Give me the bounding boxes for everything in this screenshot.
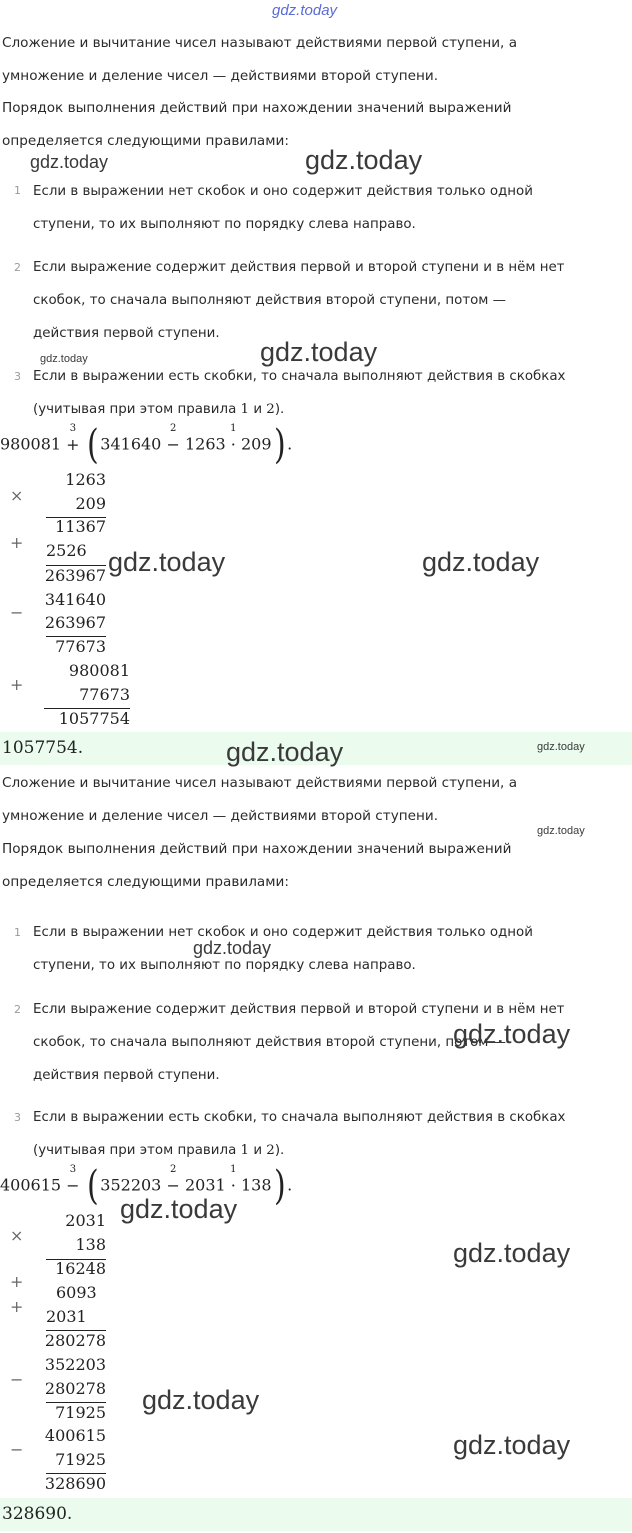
subtrahend: 71925 — [55, 1450, 106, 1469]
watermark-top: gdz.today — [272, 2, 338, 19]
rule-text-fragment: и — [249, 1143, 267, 1158]
operator-sign: − — [166, 1175, 180, 1195]
action-order: 1 — [230, 422, 237, 434]
operand: 980081 — [0, 434, 62, 454]
theory-paragraph-line: определяется следующими правилами: — [2, 133, 289, 149]
operator-sign: · — [230, 434, 236, 454]
right-paren: ) — [273, 422, 286, 468]
operand: 352203 — [100, 1175, 162, 1195]
left-paren: ( — [86, 1163, 99, 1209]
rule-ref-number: 1 — [240, 402, 250, 417]
rule-text-fragment: ). — [274, 402, 285, 417]
rule-text-line: Если в выражении нет скобок и оно содержит действия только одной — [33, 925, 533, 940]
rule-ref-number: 2 — [266, 1143, 275, 1158]
operand: 138 — [240, 1175, 272, 1195]
partial-product: 11367 — [55, 517, 106, 536]
rule-number: 2 — [14, 1003, 21, 1016]
rule-text-line: Если выражение содержит действия первой и второй ступени и в нём нет — [33, 260, 565, 275]
watermark: gdz.today — [108, 547, 226, 577]
operator — [66, 1163, 80, 1195]
subtrahend: 263967 — [44, 613, 106, 632]
theory-paragraph-line: определяется следующими правилами: — [2, 874, 289, 890]
rule-text-line: действия первой ступени. — [33, 326, 220, 341]
sum: 1057754 — [58, 709, 130, 728]
operator — [230, 1163, 237, 1195]
difference: 328690 — [44, 1474, 106, 1493]
watermark: gdz.today — [120, 1194, 238, 1224]
plus-sign: + — [10, 533, 24, 552]
right-paren: ) — [273, 1163, 286, 1209]
operator — [166, 422, 180, 454]
rule-ref-number: 2 — [266, 402, 275, 417]
operator — [230, 422, 237, 454]
operand: 2031 — [184, 1175, 226, 1195]
multiply-sign: × — [10, 486, 24, 505]
partial-product: 6093 — [56, 1283, 97, 1302]
watermark: gdz.today — [537, 741, 585, 753]
factor: 138 — [75, 1235, 106, 1254]
rule-text-line: скобок, то сначала выполняют действия второй ступени, потом — — [33, 1035, 507, 1050]
watermark: gdz.today — [193, 938, 272, 958]
rule-text-line: скобок, то сначала выполняют действия второй ступени, потом — — [33, 293, 507, 308]
watermark: gdz.today — [453, 1019, 571, 1049]
theory-paragraph-line: Порядок выполнения действий при нахождении значений выражений — [2, 841, 512, 857]
theory-paragraph-line: Сложение и вычитание чисел называют действиями первой ступени, а — [2, 35, 518, 51]
operator-sign: − — [66, 1175, 80, 1195]
expression-end: . — [287, 434, 293, 454]
product: 280278 — [44, 1331, 106, 1350]
partial-product: 16248 — [55, 1259, 106, 1278]
theory-paragraph-line: умножение и деление чисел — действиями второй ступени. — [2, 808, 439, 824]
rule-text-line: ступени, то их выполняют по порядку слева направо. — [33, 958, 416, 973]
operator — [66, 422, 80, 454]
rule-ref-number: 1 — [240, 1143, 250, 1158]
rule-number: 1 — [14, 926, 21, 939]
plus-sign: + — [10, 1272, 24, 1291]
addend: 980081 — [68, 661, 130, 680]
rule-number: 3 — [14, 370, 21, 383]
operator-sign: − — [166, 434, 180, 454]
plus-sign: + — [10, 1297, 24, 1316]
plus-sign: + — [10, 675, 24, 694]
operand: 341640 — [100, 434, 162, 454]
answer: 1057754. — [2, 738, 84, 758]
partial-product: 2031 — [46, 1307, 87, 1326]
action-order: 2 — [169, 1163, 177, 1175]
minus-sign: − — [10, 1440, 24, 1459]
watermark: gdz.today — [30, 152, 109, 172]
factor: 1263 — [65, 470, 106, 489]
operand: 209 — [240, 434, 272, 454]
action-order: 2 — [169, 422, 177, 434]
watermark: gdz.today — [305, 145, 423, 175]
rule-text-line: Если в выражении нет скобок и оно содержит действия только одной — [33, 184, 533, 199]
rule-text-fragment: (учитывая при этом правила — [33, 1143, 241, 1158]
action-order: 3 — [69, 422, 77, 434]
action-order: 1 — [230, 1163, 237, 1175]
factor: 209 — [75, 494, 106, 513]
theory-paragraph-line: Сложение и вычитание чисел называют действиями первой ступени, а — [2, 775, 518, 791]
watermark: gdz.today — [453, 1430, 571, 1460]
theory-paragraph-line: умножение и деление чисел — действиями второй ступени. — [2, 68, 439, 84]
watermark: gdz.today — [453, 1238, 571, 1268]
theory-paragraph-line: Порядок выполнения действий при нахождении значений выражений — [2, 100, 512, 116]
operator-sign: + — [66, 434, 80, 454]
difference: 71925 — [55, 1403, 106, 1422]
watermark: gdz.today — [260, 337, 378, 367]
partial-product: 2526 — [46, 541, 87, 560]
watermark: gdz.today — [422, 547, 540, 577]
difference: 77673 — [55, 637, 106, 656]
minus-sign: − — [10, 603, 24, 622]
rule-number: 3 — [14, 1111, 21, 1124]
answer-bar — [0, 1498, 632, 1531]
minuend: 400615 — [44, 1426, 106, 1445]
watermark: gdz.today — [226, 737, 344, 767]
addend: 77673 — [79, 685, 130, 704]
answer: 328690. — [2, 1504, 73, 1524]
rule-number: 1 — [14, 184, 21, 197]
rule-text-fragment: и — [249, 402, 267, 417]
operand: 1263 — [184, 434, 226, 454]
multiply-sign: × — [10, 1226, 24, 1245]
minuend: 341640 — [44, 590, 106, 609]
watermark: gdz.today — [537, 825, 585, 837]
rule-text-line: Если в выражении есть скобки, то сначала выполняют действия в скобках — [33, 1110, 566, 1125]
rule-text-line: ступени, то их выполняют по порядку слева направо. — [33, 217, 416, 232]
factor: 2031 — [65, 1211, 106, 1230]
rule-text-line: Если в выражении есть скобки, то сначала выполняют действия в скобках — [33, 369, 566, 384]
rule-text-line: Если выражение содержит действия первой и второй ступени и в нём нет — [33, 1002, 565, 1017]
minuend: 352203 — [44, 1355, 106, 1374]
rule-number: 2 — [14, 261, 21, 274]
rule-text-fragment: ). — [274, 1143, 285, 1158]
expression-end: . — [287, 1175, 293, 1195]
operator-sign: · — [230, 1175, 236, 1195]
minus-sign: − — [10, 1370, 24, 1389]
left-paren: ( — [86, 422, 99, 468]
product: 263967 — [44, 566, 106, 585]
subtrahend: 280278 — [44, 1379, 106, 1398]
action-order: 3 — [69, 1163, 77, 1175]
watermark: gdz.today — [40, 353, 88, 365]
rule-text-fragment: (учитывая при этом правила — [33, 402, 241, 417]
rule-text-line: действия первой ступени. — [33, 1068, 220, 1083]
operand: 400615 — [0, 1175, 62, 1195]
watermark: gdz.today — [142, 1385, 260, 1415]
expression — [0, 422, 292, 468]
operator — [166, 1163, 180, 1195]
